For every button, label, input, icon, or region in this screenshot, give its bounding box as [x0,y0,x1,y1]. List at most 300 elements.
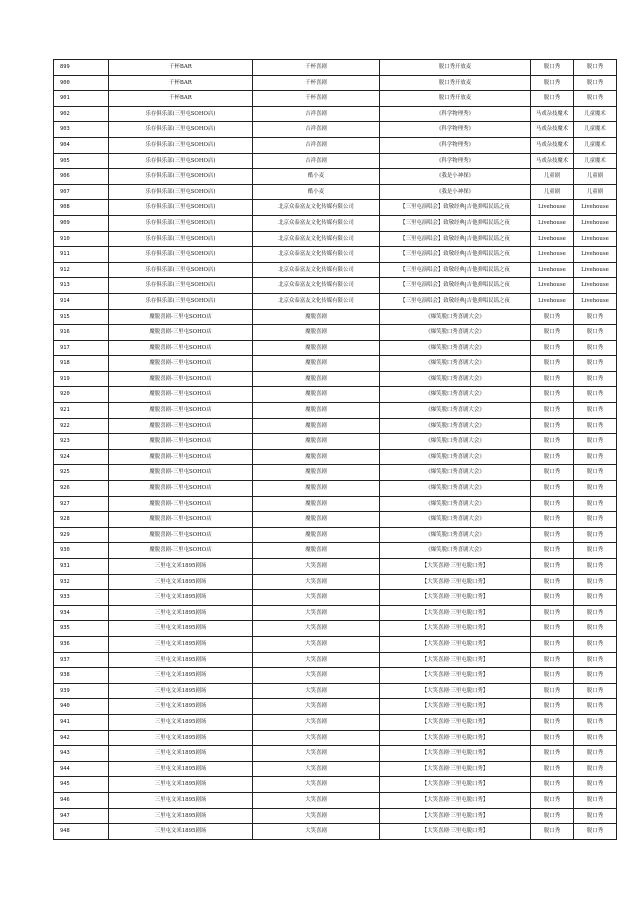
row-number-cell: 918 [54,356,109,372]
show-title-cell: 《爆笑脱口秀喜剧大会》 [380,496,531,512]
subcategory-cell: 儿童魔术 [574,137,617,153]
show-title-cell: 《爆笑脱口秀喜剧大会》 [380,527,531,543]
table-row [54,792,617,808]
category-cell: 脱口秀 [531,683,574,699]
organizer-cell: 千杯喜剧 [253,75,380,91]
organizer-cell: 魔脱喜剧 [253,512,380,528]
venue-cell: 魔脱喜剧-三里屯SOHO店 [109,527,253,543]
organizer-cell: 魔脱喜剧 [253,387,380,403]
row-number-cell: 938 [54,668,109,684]
category-cell: 脱口秀 [531,761,574,777]
venue-cell: 三里屯文米1895剧场 [109,590,253,606]
subcategory-cell: 脱口秀 [574,340,617,356]
venue-cell: 三里屯文米1895剧场 [109,621,253,637]
row-number-cell: 945 [54,777,109,793]
row-number-cell: 917 [54,340,109,356]
category-cell: 脱口秀 [531,808,574,824]
organizer-cell: 北京众泰富友文化传媒有限公司 [253,293,380,309]
show-title-cell: 【大笑喜剧·三里屯脱口秀】 [380,808,531,824]
table-row [54,449,617,465]
subcategory-cell: 儿童魔术 [574,122,617,138]
row-number-cell: 914 [54,293,109,309]
show-title-cell: 【大笑喜剧·三里屯脱口秀】 [380,559,531,575]
category-cell: 脱口秀 [531,465,574,481]
venue-cell: 乐存俱乐部(三里屯SOHO店) [109,122,253,138]
category-cell: 脱口秀 [531,652,574,668]
organizer-cell: 魔脱喜剧 [253,309,380,325]
organizer-cell: 魔脱喜剧 [253,527,380,543]
show-title-cell: 脱口秀开放麦 [380,60,531,76]
venue-cell: 千杯BAR [109,75,253,91]
venue-cell: 乐存俱乐部(三里屯SOHO店) [109,169,253,185]
subcategory-cell: 脱口秀 [574,512,617,528]
subcategory-cell: 脱口秀 [574,371,617,387]
category-cell: Livehouse [531,215,574,231]
category-cell: 脱口秀 [531,746,574,762]
organizer-cell: 吉祥喜剧 [253,106,380,122]
show-title-cell: 【大笑喜剧·三里屯脱口秀】 [380,636,531,652]
table-row [54,699,617,715]
venue-cell: 三里屯文米1895剧场 [109,574,253,590]
venue-cell: 魔脱喜剧-三里屯SOHO店 [109,356,253,372]
show-title-cell: 《科学物理秀》 [380,153,531,169]
row-number-cell: 915 [54,309,109,325]
table-row [54,60,617,76]
organizer-cell: 魔脱喜剧 [253,371,380,387]
row-number-cell: 934 [54,605,109,621]
show-title-cell: 《爆笑脱口秀喜剧大会》 [380,434,531,450]
category-cell: 脱口秀 [531,91,574,107]
organizer-cell: 大笑喜剧 [253,652,380,668]
table-row [54,356,617,372]
category-cell: 马戏杂技魔术 [531,106,574,122]
show-title-cell: 【大笑喜剧·三里屯脱口秀】 [380,761,531,777]
subcategory-cell: 脱口秀 [574,309,617,325]
venue-cell: 乐存俱乐部(三里屯SOHO店) [109,293,253,309]
table-row [54,543,617,559]
row-number-cell: 943 [54,746,109,762]
venue-cell: 乐存俱乐部(三里屯SOHO店) [109,184,253,200]
table-row [54,247,617,263]
show-title-cell: 【大笑喜剧·三里屯脱口秀】 [380,605,531,621]
category-cell: 脱口秀 [531,527,574,543]
show-title-cell: 《爆笑脱口秀喜剧大会》 [380,418,531,434]
row-number-cell: 904 [54,137,109,153]
subcategory-cell: 脱口秀 [574,808,617,824]
venue-cell: 魔脱喜剧-三里屯SOHO店 [109,325,253,341]
subcategory-cell: 儿童剧 [574,169,617,185]
category-cell: 脱口秀 [531,403,574,419]
venue-cell: 魔脱喜剧-三里屯SOHO店 [109,309,253,325]
table-row [54,605,617,621]
table-row [54,325,617,341]
subcategory-cell: 脱口秀 [574,636,617,652]
subcategory-cell: 脱口秀 [574,465,617,481]
organizer-cell: 酷小麦 [253,184,380,200]
show-title-cell: 【大笑喜剧·三里屯脱口秀】 [380,621,531,637]
row-number-cell: 911 [54,247,109,263]
venue-cell: 魔脱喜剧-三里屯SOHO店 [109,512,253,528]
venue-cell: 千杯BAR [109,60,253,76]
show-title-cell: 《爆笑脱口秀喜剧大会》 [380,356,531,372]
venue-cell: 魔脱喜剧-三里屯SOHO店 [109,496,253,512]
subcategory-cell: Livehouse [574,215,617,231]
organizer-cell: 魔脱喜剧 [253,325,380,341]
venue-cell: 乐存俱乐部(三里屯SOHO店) [109,200,253,216]
table-row [54,153,617,169]
table-row [54,621,617,637]
subcategory-cell: 脱口秀 [574,621,617,637]
show-title-cell: 《爆笑脱口秀喜剧大会》 [380,340,531,356]
venue-cell: 三里屯文米1895剧场 [109,699,253,715]
subcategory-cell: 脱口秀 [574,75,617,91]
show-title-cell: 《爆笑脱口秀喜剧大会》 [380,325,531,341]
category-cell: Livehouse [531,293,574,309]
category-cell: 儿童剧 [531,169,574,185]
show-title-cell: 《爆笑脱口秀喜剧大会》 [380,387,531,403]
category-cell: 马戏杂技魔术 [531,137,574,153]
subcategory-cell: 儿童剧 [574,184,617,200]
organizer-cell: 大笑喜剧 [253,761,380,777]
subcategory-cell: 脱口秀 [574,325,617,341]
show-title-cell: 【大笑喜剧·三里屯脱口秀】 [380,824,531,840]
category-cell: 脱口秀 [531,418,574,434]
show-title-cell: 【大笑喜剧·三里屯脱口秀】 [380,730,531,746]
organizer-cell: 大笑喜剧 [253,621,380,637]
subcategory-cell: 脱口秀 [574,574,617,590]
row-number-cell: 942 [54,730,109,746]
venue-cell: 三里屯文米1895剧场 [109,636,253,652]
subcategory-cell: 脱口秀 [574,418,617,434]
table-row [54,231,617,247]
table-row [54,574,617,590]
subcategory-cell: 脱口秀 [574,356,617,372]
venue-cell: 千杯BAR [109,91,253,107]
organizer-cell: 大笑喜剧 [253,668,380,684]
category-cell: 脱口秀 [531,621,574,637]
table-row [54,340,617,356]
show-title-cell: 【大笑喜剧·三里屯脱口秀】 [380,590,531,606]
row-number-cell: 909 [54,215,109,231]
row-number-cell: 900 [54,75,109,91]
row-number-cell: 926 [54,481,109,497]
show-title-cell: 《爆笑脱口秀喜剧大会》 [380,449,531,465]
venue-cell: 三里屯文米1895剧场 [109,605,253,621]
table-row [54,418,617,434]
table-row [54,746,617,762]
organizer-cell: 吉祥喜剧 [253,137,380,153]
venue-cell: 三里屯文米1895剧场 [109,777,253,793]
venue-cell: 三里屯文米1895剧场 [109,808,253,824]
row-number-cell: 939 [54,683,109,699]
row-number-cell: 910 [54,231,109,247]
show-title-cell: 《爆笑脱口秀喜剧大会》 [380,371,531,387]
table-row [54,730,617,746]
venue-cell: 三里屯文米1895剧场 [109,559,253,575]
table-row [54,652,617,668]
table-row [54,824,617,840]
category-cell: 脱口秀 [531,792,574,808]
category-cell: 脱口秀 [531,590,574,606]
table-row [54,434,617,450]
table-row [54,512,617,528]
table-row [54,91,617,107]
subcategory-cell: 儿童魔术 [574,106,617,122]
organizer-cell: 北京众泰富友文化传媒有限公司 [253,200,380,216]
table-row [54,387,617,403]
table-row [54,808,617,824]
table-row [54,200,617,216]
show-title-cell: 【大笑喜剧·三里屯脱口秀】 [380,652,531,668]
row-number-cell: 946 [54,792,109,808]
category-cell: 脱口秀 [531,559,574,575]
organizer-cell: 北京众泰富友文化传媒有限公司 [253,215,380,231]
category-cell: 脱口秀 [531,777,574,793]
row-number-cell: 928 [54,512,109,528]
category-cell: 脱口秀 [531,75,574,91]
category-cell: 脱口秀 [531,496,574,512]
venue-cell: 魔脱喜剧-三里屯SOHO店 [109,340,253,356]
venue-cell: 三里屯文米1895剧场 [109,730,253,746]
organizer-cell: 北京众泰富友文化传媒有限公司 [253,247,380,263]
table-row [54,371,617,387]
organizer-cell: 大笑喜剧 [253,792,380,808]
show-title-cell: 《我是小神探》 [380,184,531,200]
show-title-cell: 《科学物理秀》 [380,137,531,153]
subcategory-cell: 脱口秀 [574,543,617,559]
show-title-cell: 【大笑喜剧·三里屯脱口秀】 [380,574,531,590]
organizer-cell: 魔脱喜剧 [253,418,380,434]
show-title-cell: 【大笑喜剧·三里屯脱口秀】 [380,777,531,793]
category-cell: 脱口秀 [531,714,574,730]
show-title-cell: 【三里屯演唱会】致敬经典|吉他弹唱民谣之夜 [380,200,531,216]
organizer-cell: 大笑喜剧 [253,730,380,746]
venue-cell: 魔脱喜剧-三里屯SOHO店 [109,543,253,559]
venue-cell: 乐存俱乐部(三里屯SOHO店) [109,262,253,278]
category-cell: 脱口秀 [531,434,574,450]
row-number-cell: 929 [54,527,109,543]
row-number-cell: 907 [54,184,109,200]
subcategory-cell: 脱口秀 [574,683,617,699]
category-cell: 脱口秀 [531,543,574,559]
table-row [54,668,617,684]
organizer-cell: 魔脱喜剧 [253,356,380,372]
organizer-cell: 酷小麦 [253,169,380,185]
organizer-cell: 魔脱喜剧 [253,465,380,481]
subcategory-cell: 脱口秀 [574,746,617,762]
row-number-cell: 903 [54,122,109,138]
subcategory-cell: 脱口秀 [574,496,617,512]
row-number-cell: 920 [54,387,109,403]
subcategory-cell: 脱口秀 [574,714,617,730]
venue-cell: 三里屯文米1895剧场 [109,714,253,730]
row-number-cell: 924 [54,449,109,465]
venue-cell: 魔脱喜剧-三里屯SOHO店 [109,418,253,434]
subcategory-cell: 脱口秀 [574,387,617,403]
category-cell: 脱口秀 [531,325,574,341]
show-title-cell: 【大笑喜剧·三里屯脱口秀】 [380,746,531,762]
show-title-cell: 《爆笑脱口秀喜剧大会》 [380,465,531,481]
venue-cell: 三里屯文米1895剧场 [109,761,253,777]
organizer-cell: 魔脱喜剧 [253,543,380,559]
show-title-cell: 《爆笑脱口秀喜剧大会》 [380,543,531,559]
table-row [54,761,617,777]
show-title-cell: 【三里屯演唱会】致敬经典|吉他弹唱民谣之夜 [380,247,531,263]
show-title-cell: 《爆笑脱口秀喜剧大会》 [380,512,531,528]
row-number-cell: 901 [54,91,109,107]
table-row [54,262,617,278]
category-cell: 脱口秀 [531,605,574,621]
show-title-cell: 【三里屯演唱会】致敬经典|吉他弹唱民谣之夜 [380,293,531,309]
organizer-cell: 大笑喜剧 [253,636,380,652]
row-number-cell: 936 [54,636,109,652]
organizer-cell: 大笑喜剧 [253,808,380,824]
venue-cell: 三里屯文米1895剧场 [109,652,253,668]
organizer-cell: 大笑喜剧 [253,574,380,590]
table-row [54,278,617,294]
organizer-cell: 魔脱喜剧 [253,403,380,419]
organizer-cell: 魔脱喜剧 [253,449,380,465]
venue-cell: 乐存俱乐部(三里屯SOHO店) [109,215,253,231]
subcategory-cell: 脱口秀 [574,559,617,575]
row-number-cell: 912 [54,262,109,278]
category-cell: 脱口秀 [531,387,574,403]
subcategory-cell: 脱口秀 [574,60,617,76]
table-row [54,714,617,730]
row-number-cell: 932 [54,574,109,590]
row-number-cell: 923 [54,434,109,450]
show-title-cell: 【大笑喜剧·三里屯脱口秀】 [380,699,531,715]
organizer-cell: 吉祥喜剧 [253,122,380,138]
venue-cell: 乐存俱乐部(三里屯SOHO店) [109,278,253,294]
show-title-cell: 《爆笑脱口秀喜剧大会》 [380,481,531,497]
table-row [54,403,617,419]
table-row [54,465,617,481]
show-title-cell: 脱口秀开放麦 [380,75,531,91]
venue-cell: 乐存俱乐部(三里屯SOHO店) [109,231,253,247]
organizer-cell: 魔脱喜剧 [253,434,380,450]
row-number-cell: 947 [54,808,109,824]
subcategory-cell: 脱口秀 [574,730,617,746]
row-number-cell: 902 [54,106,109,122]
table-row [54,106,617,122]
subcategory-cell: 脱口秀 [574,590,617,606]
show-title-cell: 【三里屯演唱会】致敬经典|吉他弹唱民谣之夜 [380,215,531,231]
venue-cell: 三里屯文米1895剧场 [109,792,253,808]
row-number-cell: 944 [54,761,109,777]
table-row [54,184,617,200]
subcategory-cell: 脱口秀 [574,403,617,419]
subcategory-cell: 脱口秀 [574,699,617,715]
table-row [54,75,617,91]
category-cell: 马戏杂技魔术 [531,153,574,169]
category-cell: Livehouse [531,231,574,247]
row-number-cell: 899 [54,60,109,76]
row-number-cell: 933 [54,590,109,606]
show-title-cell: 【大笑喜剧·三里屯脱口秀】 [380,683,531,699]
organizer-cell: 大笑喜剧 [253,699,380,715]
show-title-cell: 【大笑喜剧·三里屯脱口秀】 [380,668,531,684]
organizer-cell: 北京众泰富友文化传媒有限公司 [253,262,380,278]
table-row [54,309,617,325]
venue-cell: 乐存俱乐部(三里屯SOHO店) [109,153,253,169]
row-number-cell: 941 [54,714,109,730]
organizer-cell: 千杯喜剧 [253,91,380,107]
venue-cell: 魔脱喜剧-三里屯SOHO店 [109,371,253,387]
show-title-cell: 【大笑喜剧·三里屯脱口秀】 [380,792,531,808]
table-body [54,60,617,840]
subcategory-cell: Livehouse [574,262,617,278]
show-title-cell: 《科学物理秀》 [380,106,531,122]
row-number-cell: 922 [54,418,109,434]
organizer-cell: 大笑喜剧 [253,714,380,730]
category-cell: 脱口秀 [531,356,574,372]
venue-cell: 魔脱喜剧-三里屯SOHO店 [109,481,253,497]
organizer-cell: 大笑喜剧 [253,824,380,840]
row-number-cell: 927 [54,496,109,512]
venue-cell: 魔脱喜剧-三里屯SOHO店 [109,465,253,481]
subcategory-cell: 脱口秀 [574,91,617,107]
performance-schedule-table [53,59,617,840]
organizer-cell: 大笑喜剧 [253,746,380,762]
organizer-cell: 北京众泰富友文化传媒有限公司 [253,231,380,247]
row-number-cell: 931 [54,559,109,575]
category-cell: Livehouse [531,278,574,294]
category-cell: 脱口秀 [531,699,574,715]
row-number-cell: 906 [54,169,109,185]
category-cell: 马戏杂技魔术 [531,122,574,138]
category-cell: 脱口秀 [531,668,574,684]
category-cell: Livehouse [531,262,574,278]
row-number-cell: 905 [54,153,109,169]
organizer-cell: 大笑喜剧 [253,605,380,621]
table-row [54,215,617,231]
venue-cell: 三里屯文米1895剧场 [109,746,253,762]
table-row [54,559,617,575]
organizer-cell: 大笑喜剧 [253,777,380,793]
table-row [54,293,617,309]
category-cell: 脱口秀 [531,512,574,528]
row-number-cell: 948 [54,824,109,840]
subcategory-cell: 脱口秀 [574,792,617,808]
table-row [54,590,617,606]
table-row [54,137,617,153]
category-cell: 脱口秀 [531,481,574,497]
table-row [54,496,617,512]
category-cell: 脱口秀 [531,371,574,387]
show-title-cell: 【大笑喜剧·三里屯脱口秀】 [380,714,531,730]
subcategory-cell: 脱口秀 [574,527,617,543]
show-title-cell: 【三里屯演唱会】致敬经典|吉他弹唱民谣之夜 [380,278,531,294]
table-row [54,636,617,652]
subcategory-cell: Livehouse [574,200,617,216]
subcategory-cell: 脱口秀 [574,434,617,450]
category-cell: 脱口秀 [531,636,574,652]
category-cell: 脱口秀 [531,340,574,356]
show-title-cell: 《爆笑脱口秀喜剧大会》 [380,403,531,419]
venue-cell: 三里屯文米1895剧场 [109,668,253,684]
organizer-cell: 魔脱喜剧 [253,340,380,356]
row-number-cell: 930 [54,543,109,559]
venue-cell: 三里屯文米1895剧场 [109,824,253,840]
category-cell: 脱口秀 [531,824,574,840]
organizer-cell: 魔脱喜剧 [253,481,380,497]
venue-cell: 魔脱喜剧-三里屯SOHO店 [109,434,253,450]
subcategory-cell: 脱口秀 [574,449,617,465]
organizer-cell: 北京众泰富友文化传媒有限公司 [253,278,380,294]
venue-cell: 乐存俱乐部(三里屯SOHO店) [109,247,253,263]
show-title-cell: 【三里屯演唱会】致敬经典|吉他弹唱民谣之夜 [380,262,531,278]
